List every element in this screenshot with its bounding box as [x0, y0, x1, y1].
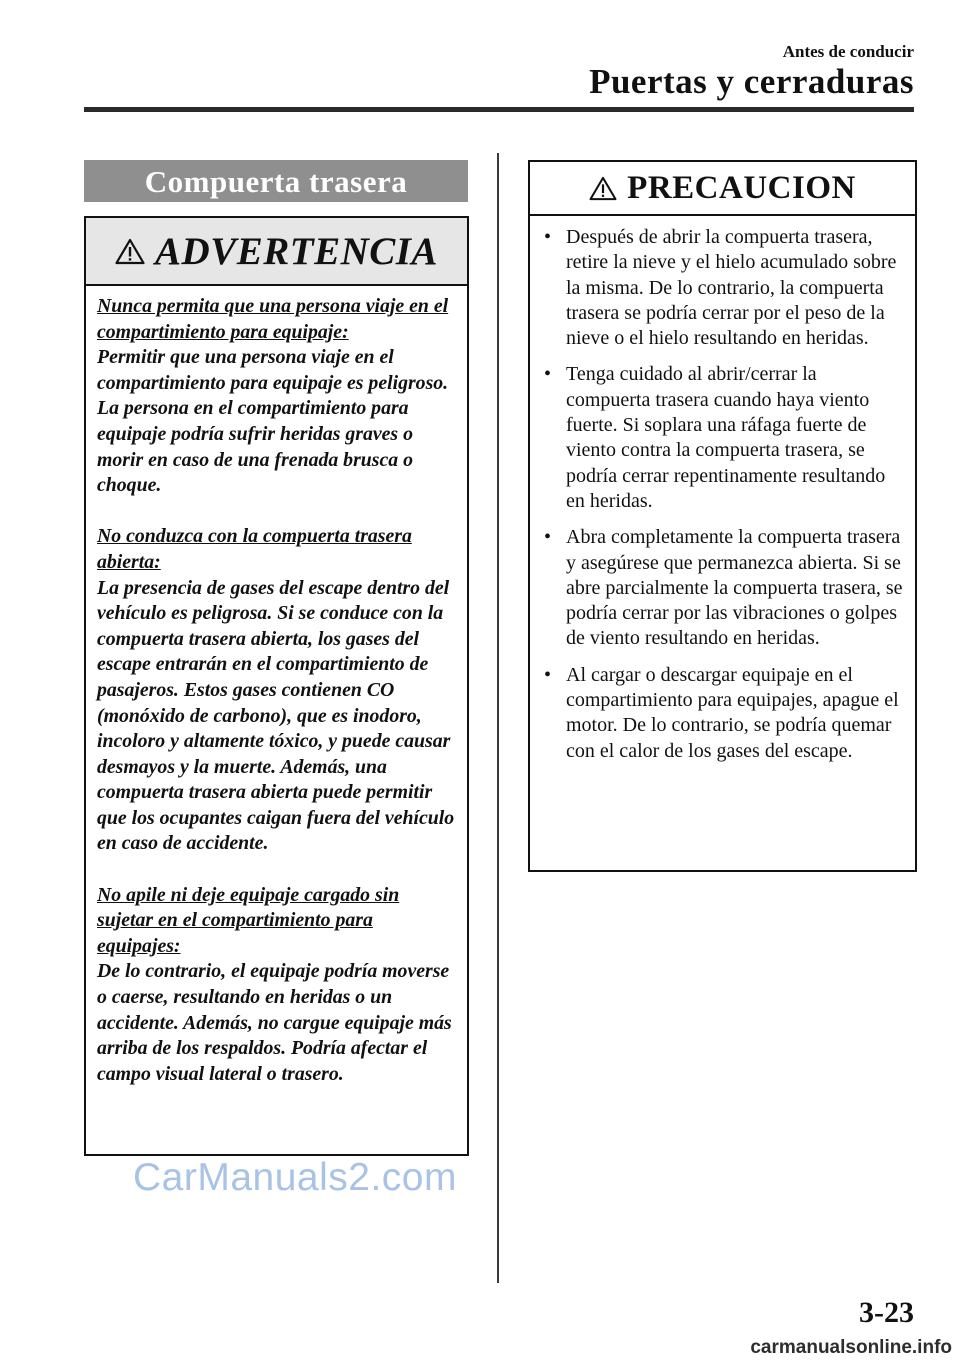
warning-block: [97, 524, 457, 857]
column-divider: [497, 153, 499, 1283]
page-number: 3-23: [859, 1296, 914, 1329]
caution-title: PRECAUCION: [627, 169, 856, 206]
watermark: CarManuals2.com: [133, 1156, 457, 1199]
warning-block-heading: Nunca permita que una persona viaje en el compartimiento para equipaje:: [97, 295, 449, 343]
caution-list: [530, 216, 915, 764]
warning-header: [86, 218, 467, 286]
bullet-icon: •: [544, 363, 552, 386]
warning-body: [86, 286, 467, 1087]
caution-box: [528, 160, 917, 872]
header-chapter: Puertas y cerraduras: [589, 62, 914, 101]
warning-box: [84, 216, 469, 1156]
warning-block-text: La presencia de gases del escape dentro del vehículo es peligrosa. Si se conduce con la compuerta trasera abierta, los gases del escape entrarán en el compartimiento de pasajeros. Estos gases contienen CO (monóxido de carbono), que es inodoro, incoloro y altamente tóxico, y puede causar desmayos y la muerte. Además, una compuerta trasera abierta puede permitir que los ocupantes caigan fuera del vehículo en caso de accidente.: [97, 576, 455, 855]
warning-block-text: De lo contrario, el equipaje podría moverse o caerse, resultando en heridas o un accidente. Además, no cargue equipaje más arriba de los respaldos. Podría afectar el campo visual lateral o trasero.: [97, 960, 452, 1085]
caution-item: [542, 525, 905, 651]
warning-block-heading: No apile ni deje equipaje cargado sin sujetar en el compartimiento para equipajes:: [97, 883, 400, 957]
warning-block: [97, 883, 457, 1088]
warning-block: [97, 294, 457, 499]
caution-item-text: Abra completamente la compuerta trasera y asegúrese que permanezca abierta. Si se abre parcialmente la compuerta trasera, se podría cerrar por las vibraciones o golpes de viento resultando en heridas.: [566, 526, 903, 650]
caution-item: [542, 663, 905, 764]
warning-triangle-icon: [589, 176, 617, 201]
caution-item: [542, 362, 905, 514]
bullet-icon: •: [544, 526, 552, 549]
caution-header: [530, 162, 915, 216]
warning-block-heading: No conduzca con la compuerta trasera abierta:: [97, 525, 412, 573]
bullet-icon: •: [544, 663, 552, 686]
footer-url[interactable]: carmanualsonline.info: [750, 1337, 952, 1358]
caution-item-text: Después de abrir la compuerta trasera, retire la nieve y el hielo acumulado sobre la misma. De lo contrario, la compuerta trasera se podría cerrar por el peso de la nieve o el hielo resultando en heridas.: [566, 226, 897, 350]
warning-block-text: Permitir que una persona viaje en el compartimiento para equipaje es peligroso. La persona en el compartimiento para equipaje podría sufrir heridas graves o morir en caso de una frenada brusca o choque.: [97, 346, 449, 497]
caution-item-text: Al cargar o descargar equipaje en el compartimiento para equipajes, apague el motor. De lo contrario, se podría quemar con el calor de los gases del escape.: [566, 663, 899, 762]
header-rule: [84, 107, 914, 112]
caution-item-text: Tenga cuidado al abrir/cerrar la compuerta trasera cuando haya viento fuerte. Si soplara una ráfaga fuerte de viento contra la compuerta trasera, se podría cerrar repentinamente resultando en heridas.: [566, 363, 886, 512]
warning-triangle-icon: [115, 238, 145, 265]
bullet-icon: •: [544, 226, 552, 248]
warning-title: ADVERTENCIA: [155, 229, 438, 273]
header-section: Antes de conducir: [782, 42, 914, 61]
section-title: Compuerta trasera: [84, 160, 468, 202]
caution-item: [542, 225, 905, 351]
